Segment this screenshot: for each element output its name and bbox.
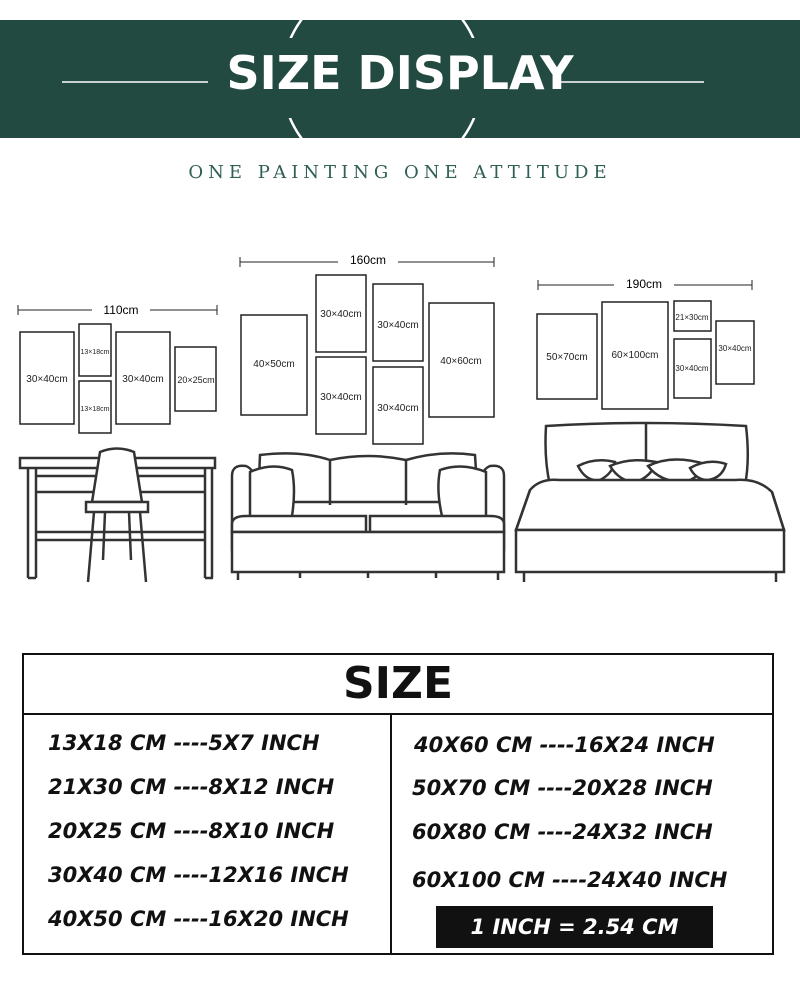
- width-label-bed: 190cm: [625, 277, 663, 291]
- room-illustration: [0, 240, 800, 590]
- frame-label: 30×40cm: [675, 364, 709, 373]
- frame-label: 20×25cm: [177, 375, 215, 385]
- size-row: 20X25 CM ----8X10 INCH: [48, 819, 335, 843]
- table-divider: [390, 713, 392, 955]
- page-title: SIZE DISPLAY: [226, 46, 574, 100]
- frame-label: 30×40cm: [320, 392, 362, 403]
- frame-label: 13×18cm: [80, 406, 110, 413]
- size-row: 30X40 CM ----12X16 INCH: [48, 863, 349, 887]
- frame-label: 30×40cm: [122, 374, 164, 385]
- size-table: [22, 653, 774, 955]
- frame-label: 40×60cm: [440, 356, 482, 367]
- width-label-desk: 110cm: [103, 303, 139, 317]
- frame-label: 30×40cm: [377, 320, 419, 331]
- size-row: 60X100 CM ----24X40 INCH: [412, 868, 728, 892]
- width-label-sofa: 160cm: [349, 253, 387, 267]
- conversion-note: 1 INCH = 2.54 CM: [436, 906, 713, 948]
- frame-label: 40×50cm: [253, 359, 295, 370]
- size-row: 50X70 CM ----20X28 INCH: [412, 776, 713, 800]
- header-banner: [0, 20, 800, 138]
- size-row: 60X80 CM ----24X32 INCH: [412, 820, 713, 844]
- sofa-group: [232, 253, 504, 580]
- size-row: 13X18 CM ----5X7 INCH: [48, 731, 320, 755]
- desk-group: [18, 303, 217, 582]
- sofa-icon: [232, 453, 504, 580]
- frame-label: 30×40cm: [320, 309, 362, 320]
- frame-label: 30×40cm: [377, 403, 419, 414]
- bed-group: [516, 276, 784, 582]
- frame-label: 50×70cm: [546, 352, 588, 363]
- frame-label: 30×40cm: [718, 344, 752, 353]
- frame-label: 60×100cm: [611, 350, 659, 361]
- size-row: 40X50 CM ----16X20 INCH: [48, 907, 349, 931]
- size-row: 21X30 CM ----8X12 INCH: [48, 775, 335, 799]
- frame-label: 13×18cm: [80, 349, 110, 356]
- tagline: ONE PAINTING ONE ATTITUDE: [188, 162, 612, 183]
- size-row: 40X60 CM ----16X24 INCH: [414, 733, 715, 757]
- frame-label: 30×40cm: [26, 374, 68, 385]
- bed-icon: [516, 423, 784, 582]
- frame-label: 21×30cm: [675, 313, 709, 322]
- size-heading: SIZE: [24, 655, 772, 715]
